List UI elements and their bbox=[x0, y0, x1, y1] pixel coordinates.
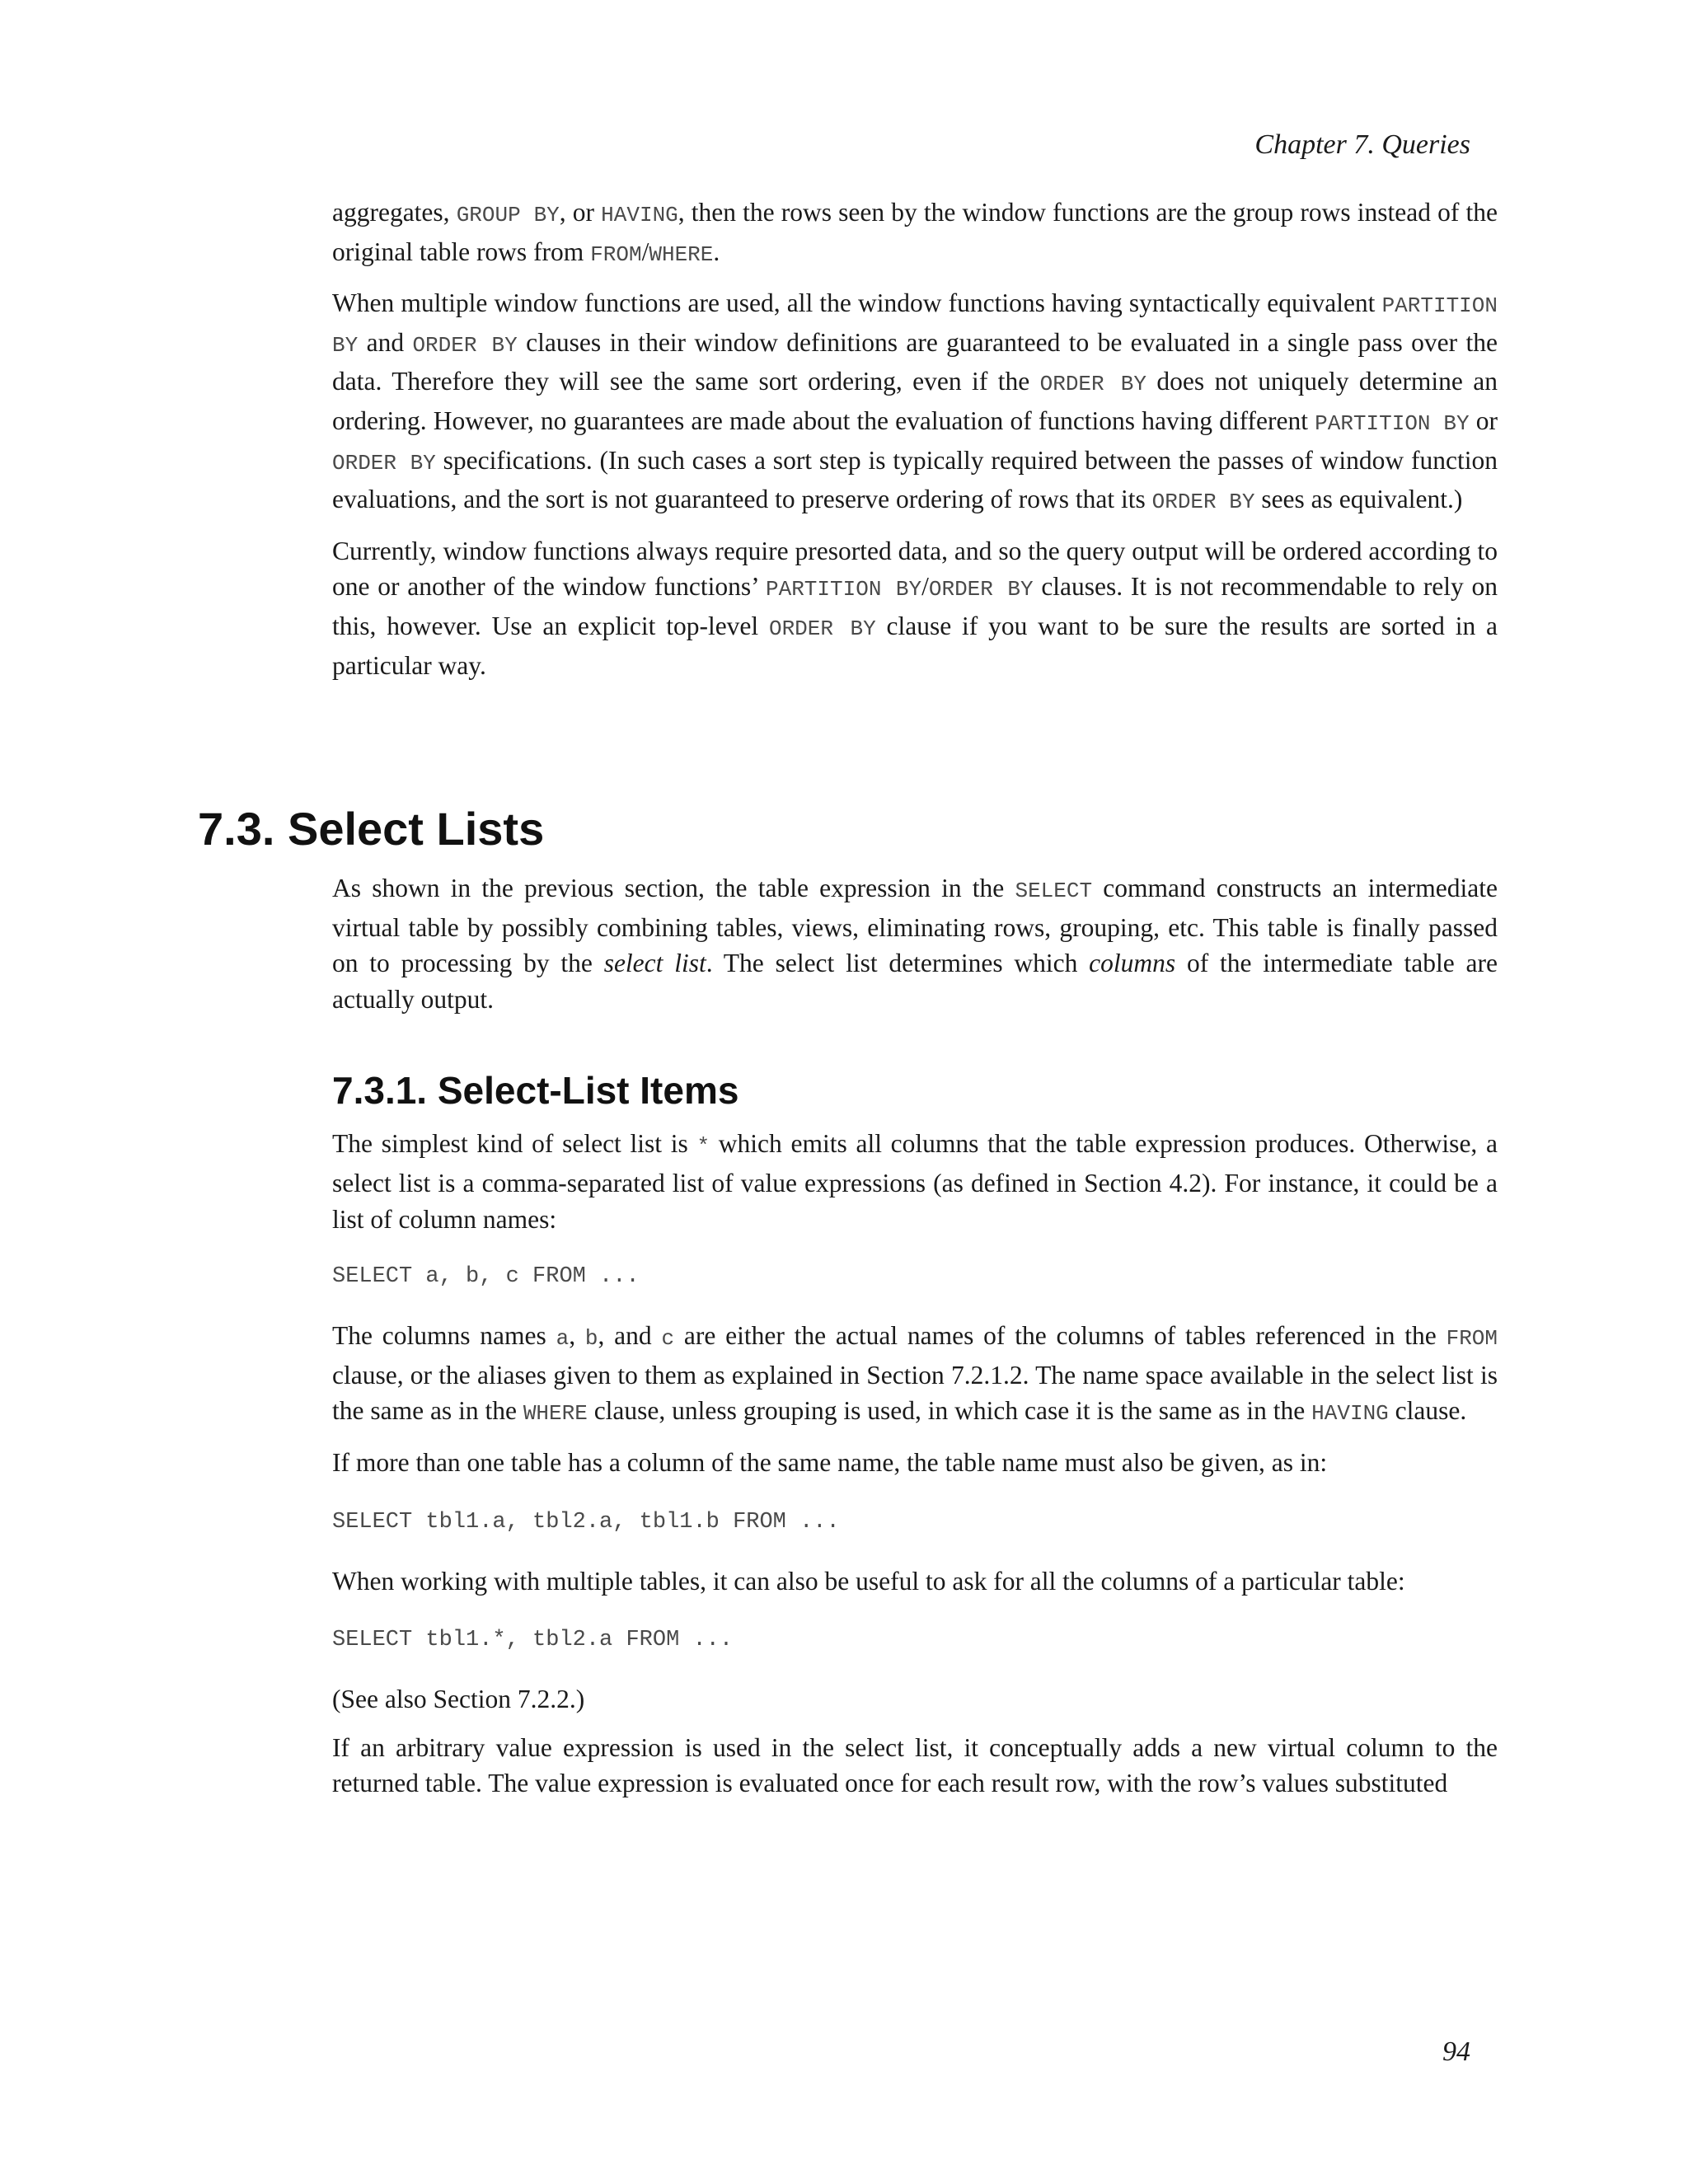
paragraph-select-list-intro: As shown in the previous section, the table expression in the SELECT command constructs an intermediate virtual table by possibly combining tables, views, eliminating rows, grouping, etc. This table is finally passed on to processing by the select list. The select list determines which columns of the intermediate table are actually output. bbox=[332, 874, 1498, 1014]
paragraph-see-also: (See also Section 7.2.2.) bbox=[332, 1685, 585, 1714]
section-heading: 7.3. Select Lists bbox=[198, 803, 545, 855]
paragraph-multiple-window-functions: When multiple window functions are used, all the window functions having syntactically equivalent PARTITION BY and ORDER BY clauses in their window definitions are guaranteed to be evaluated in a single pass over the data. Therefore they will see the same sort ordering, even if the ORDER BY does not uniquely determine an ordering. However, no guarantees are made about the evaluation of functions having different PARTITION BY or ORDER BY specifications. (In such cases a sort step is typically required between the passes of window function evaluations, and the sort is not guaranteed to preserve ordering of rows that its ORDER BY sees as equivalent.) bbox=[332, 288, 1498, 515]
page-number: 94 bbox=[1442, 2036, 1470, 2067]
paragraph-same-column-name: If more than one table has a column of the same name, the table name must also be given, as in: bbox=[332, 1447, 1328, 1477]
code-example-qualified-columns: SELECT tbl1.a, tbl2.a, tbl1.b FROM ... bbox=[332, 1509, 840, 1535]
paragraph-column-names: The columns names a, b, and c are either the actual names of the columns of tables referenced in the FROM clause, or the aliases given to them as explained in Section 7.2.1.2. The name space available in the select list is the same as in the WHERE clause, unless grouping is used, in which case it is the same as in the HAVING clause. bbox=[332, 1321, 1498, 1427]
paragraph-presorted-data: Currently, window functions always require presorted data, and so the query output will be ordered according to one or another of the window functions’ PARTITION BY/ORDER BY clauses. It is not recommendable to rely on this, however. Use an explicit top-level ORDER BY clause if you want to be sure the results are sorted in a particular way. bbox=[332, 536, 1498, 680]
code-example-columns: SELECT a, b, c FROM ... bbox=[332, 1264, 640, 1290]
paragraph-value-expression: If an arbitrary value expression is used in the select list, it conceptually adds a new virtual column to the returned table. The value expression is evaluated once for each result row, with the row’s values substituted bbox=[332, 1732, 1498, 1798]
paragraph-group-rows: aggregates, GROUP BY, or HAVING, then the rows seen by the window functions are the group rows instead of the original table rows from FROM/WHERE. bbox=[332, 198, 1498, 267]
section-body bbox=[332, 870, 1498, 1802]
page-body bbox=[332, 194, 1498, 683]
subsection-heading: 7.3.1. Select-List Items bbox=[332, 1069, 739, 1113]
code-example-table-star: SELECT tbl1.*, tbl2.a FROM ... bbox=[332, 1628, 734, 1653]
paragraph-simplest-select-list: The simplest kind of select list is * which emits all columns that the table expression produces. Otherwise, a select list is a comma-separated list of value expressions (as defined in Section 4.2). For instance, it could be a list of column names: bbox=[332, 1129, 1498, 1234]
paragraph-multiple-tables: When working with multiple tables, it can also be useful to ask for all the columns of a particular table: bbox=[332, 1566, 1405, 1596]
running-header: Chapter 7. Queries bbox=[1254, 129, 1470, 160]
